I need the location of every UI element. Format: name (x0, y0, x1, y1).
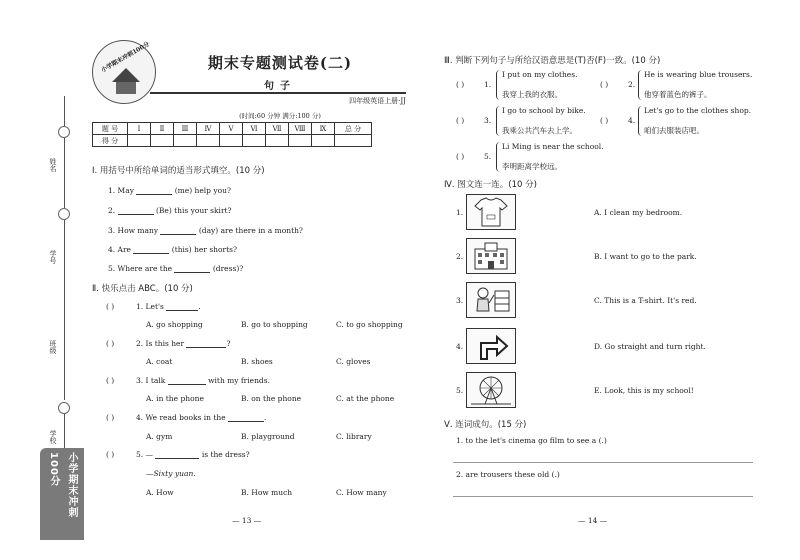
answer-paren[interactable]: ( ) (456, 152, 465, 161)
score-header-cell: 题 号 (93, 123, 128, 135)
score-input-cell[interactable] (335, 135, 372, 147)
title-rule (150, 92, 406, 94)
answer-blank[interactable] (133, 245, 169, 254)
answer-blank[interactable] (168, 376, 206, 385)
score-row-label: 得 分 (93, 135, 128, 147)
s2-question-2 (136, 339, 231, 348)
option-a[interactable]: A. go shopping (146, 320, 203, 329)
answer-paren[interactable]: ( ) (106, 339, 115, 348)
binding-hole (58, 402, 70, 414)
page-title: 期末专题测试卷(二) (207, 54, 353, 72)
brace (638, 106, 643, 136)
brace (496, 70, 501, 100)
class-field-label: 班级 (49, 340, 57, 354)
answer-blank[interactable] (166, 302, 201, 311)
answer-blank[interactable] (136, 186, 172, 195)
page-number-right: — 14 — (578, 516, 608, 525)
option-b[interactable]: B. on the phone (241, 394, 302, 403)
s3-item-en: Li Ming is near the school. (502, 142, 604, 151)
score-header-cell: Ⅵ (243, 123, 266, 135)
answer-blank[interactable] (186, 339, 226, 348)
s1-question-5 (108, 264, 243, 273)
s3-item-en: He is wearing blue trousers. (644, 70, 753, 79)
s3-item-zh: 李明距离学校远。 (502, 162, 562, 171)
option-b[interactable]: B. shoes (241, 357, 273, 366)
score-header-cell: Ⅸ (312, 123, 335, 135)
option-c[interactable]: C. gloves (336, 357, 371, 366)
option-b[interactable]: B. go to shopping (241, 320, 308, 329)
s4-sentence[interactable]: E. Look, this is my school! (594, 386, 694, 395)
q-text: (dress)? (212, 264, 244, 273)
answer-paren[interactable]: ( ) (106, 302, 115, 311)
answer-blank[interactable] (174, 264, 210, 273)
s2-question-5-reply: —Sixty yuan. (146, 469, 196, 478)
score-header-cell: Ⅰ (128, 123, 151, 135)
s3-item-en: Let's go to the clothes shop. (644, 106, 752, 115)
turn-right-arrow-icon[interactable] (466, 328, 516, 364)
s3-item-num: 1. (484, 80, 492, 89)
s4-num: 5. (456, 386, 464, 395)
q-text: is the dress? (201, 450, 250, 459)
score-input-cell[interactable] (197, 135, 220, 147)
q-text: 2. Is this her (136, 339, 185, 348)
student-id-field-label: 学号 (49, 250, 57, 264)
section-3-title: Ⅲ. 判断下列句子与所给汉语意思是(T)否(F)一致。(10 分) (444, 56, 661, 66)
q-text: (day) are there in a month? (198, 226, 303, 235)
s1-question-3 (108, 226, 303, 235)
s3-item-num: 5. (484, 152, 492, 161)
logo-text: 小学期末冲刺100分 (100, 40, 151, 75)
binding-hole (58, 208, 70, 220)
q-text: 2. (108, 206, 116, 215)
answer-paren[interactable]: ( ) (106, 450, 115, 459)
option-a[interactable]: A. coat (146, 357, 173, 366)
section-1-title: Ⅰ. 用括号中所给单词的适当形式填空。(10 分) (92, 166, 265, 176)
score-header-cell: 总 分 (335, 123, 372, 135)
page-subtitle: 句子 (264, 81, 296, 92)
answer-paren[interactable]: ( ) (600, 116, 609, 125)
binding-line (64, 96, 65, 126)
option-c[interactable]: C. at the phone (336, 394, 395, 403)
q-text: 4. We read books in the (136, 413, 226, 422)
q-text: (Be) this your skirt? (155, 206, 232, 215)
score-input-cell[interactable] (151, 135, 174, 147)
answer-line[interactable] (453, 496, 753, 497)
score-header-cell: Ⅲ (174, 123, 197, 135)
s4-num: 4. (456, 342, 464, 351)
s3-item-en: I go to school by bike. (502, 106, 586, 115)
option-a[interactable]: A. How (146, 488, 174, 497)
s4-num: 1. (456, 208, 464, 217)
s2-question-1 (136, 302, 201, 311)
s4-sentence[interactable]: C. This is a T-shirt. It's red. (594, 296, 697, 305)
score-table-header-row (93, 123, 372, 135)
school-field-label: 学校 (49, 430, 57, 444)
score-header-cell: Ⅱ (151, 123, 174, 135)
page-number-left: — 13 — (232, 516, 262, 525)
answer-paren[interactable]: ( ) (456, 80, 465, 89)
s2-question-3 (136, 376, 270, 385)
answer-paren[interactable]: ( ) (106, 376, 115, 385)
s3-item-zh: 我穿上我的衣服。 (502, 90, 562, 99)
q-text: 5. Where are the (108, 264, 173, 273)
s1-question-1 (108, 186, 231, 195)
park-ferris-wheel-icon[interactable] (466, 372, 516, 408)
s4-num: 2. (456, 252, 464, 261)
score-input-cell[interactable] (243, 135, 266, 147)
binding-line (64, 414, 65, 448)
q-text: 1. May (108, 186, 134, 195)
q-text: ? (226, 339, 231, 348)
s3-item-zh: 咱们去服装店吧。 (644, 126, 704, 135)
q-text: 3. How many (108, 226, 159, 235)
option-c[interactable]: C. to go shopping (336, 320, 403, 329)
brace (496, 142, 501, 172)
q-text: 3. I talk (136, 376, 166, 385)
q-text: . (198, 302, 201, 311)
binding-line (64, 220, 65, 400)
grade-label: 四年级英语上册·JJ (349, 97, 406, 105)
s2-question-4 (136, 413, 266, 422)
option-c[interactable]: C. How many (336, 488, 387, 497)
s3-item-num: 3. (484, 116, 492, 125)
exam-meta: (时间:60 分钟 满分:100 分) (239, 112, 321, 120)
score-input-cell[interactable] (266, 135, 289, 147)
option-c[interactable]: C. library (336, 432, 372, 441)
s5-item-2: 2. are trousers these old (.) (456, 470, 560, 479)
s3-item-zh: 我乘公共汽车去上学。 (502, 126, 577, 135)
score-table-score-row (93, 135, 372, 147)
name-field-label: 姓名 (49, 158, 57, 172)
score-header-cell: Ⅷ (289, 123, 312, 135)
house-roof-icon (112, 68, 140, 82)
s3-item-num: 2. (628, 80, 636, 89)
binding-hole (58, 126, 70, 138)
answer-blank[interactable] (228, 413, 267, 422)
q-text: 4. Are (108, 245, 131, 254)
score-header-cell: Ⅶ (266, 123, 289, 135)
s4-sentence[interactable]: A. I clean my bedroom. (594, 208, 683, 217)
option-b[interactable]: B. How much (241, 488, 293, 497)
answer-line[interactable] (453, 462, 753, 463)
s5-item-1: 1. to the let's cinema go film to see a (.) (456, 436, 607, 445)
answer-paren[interactable]: ( ) (106, 413, 115, 422)
score-input-cell[interactable] (312, 135, 335, 147)
score-input-cell[interactable] (220, 135, 243, 147)
section-5-title: Ⅴ. 连词成句。(15 分) (444, 420, 527, 430)
score-header-cell: Ⅴ (220, 123, 243, 135)
option-b[interactable]: B. playground (241, 432, 295, 441)
brand-text: 小学期末冲刺100分 (48, 452, 77, 518)
q-text: . (264, 413, 267, 422)
section-4-title: Ⅳ. 图文连一连。(10 分) (444, 180, 537, 190)
q-text: (me) help you? (174, 186, 231, 195)
option-a[interactable]: A. in the phone (146, 394, 204, 403)
brace (638, 70, 643, 100)
score-input-cell[interactable] (174, 135, 197, 147)
answer-paren[interactable]: ( ) (600, 80, 609, 89)
q-text: 5. — (136, 450, 154, 459)
section-2-title: Ⅱ. 快乐点击 ABC。(10 分) (92, 284, 193, 294)
q-text: 1. Let's (136, 302, 164, 311)
s3-item-num: 4. (628, 116, 636, 125)
t-shirt-icon[interactable] (466, 194, 516, 230)
answer-blank[interactable] (118, 206, 154, 215)
s4-num: 3. (456, 296, 464, 305)
score-table (92, 122, 372, 147)
brace (496, 106, 501, 136)
s4-sentence[interactable]: B. I want to go to the park. (594, 252, 697, 261)
school-building-icon[interactable] (466, 238, 516, 274)
s1-question-4 (108, 245, 237, 254)
q-text: with my friends. (208, 376, 270, 385)
s3-item-zh: 他穿着蓝色的裤子。 (644, 90, 712, 99)
boy-cleaning-icon[interactable] (466, 282, 516, 318)
answer-paren[interactable]: ( ) (456, 116, 465, 125)
s4-sentence[interactable]: D. Go straight and turn right. (594, 342, 706, 351)
answer-blank[interactable] (160, 226, 196, 235)
score-header-cell: Ⅳ (197, 123, 220, 135)
score-input-cell[interactable] (289, 135, 312, 147)
score-input-cell[interactable] (128, 135, 151, 147)
q-text: (this) her shorts? (171, 245, 237, 254)
binding-line (64, 138, 65, 208)
s1-question-2 (108, 206, 232, 215)
s2-question-5 (136, 450, 250, 459)
s3-item-en: I put on my clothes. (502, 70, 578, 79)
answer-blank[interactable] (155, 450, 199, 459)
option-a[interactable]: A. gym (146, 432, 173, 441)
house-body-icon (116, 82, 136, 94)
